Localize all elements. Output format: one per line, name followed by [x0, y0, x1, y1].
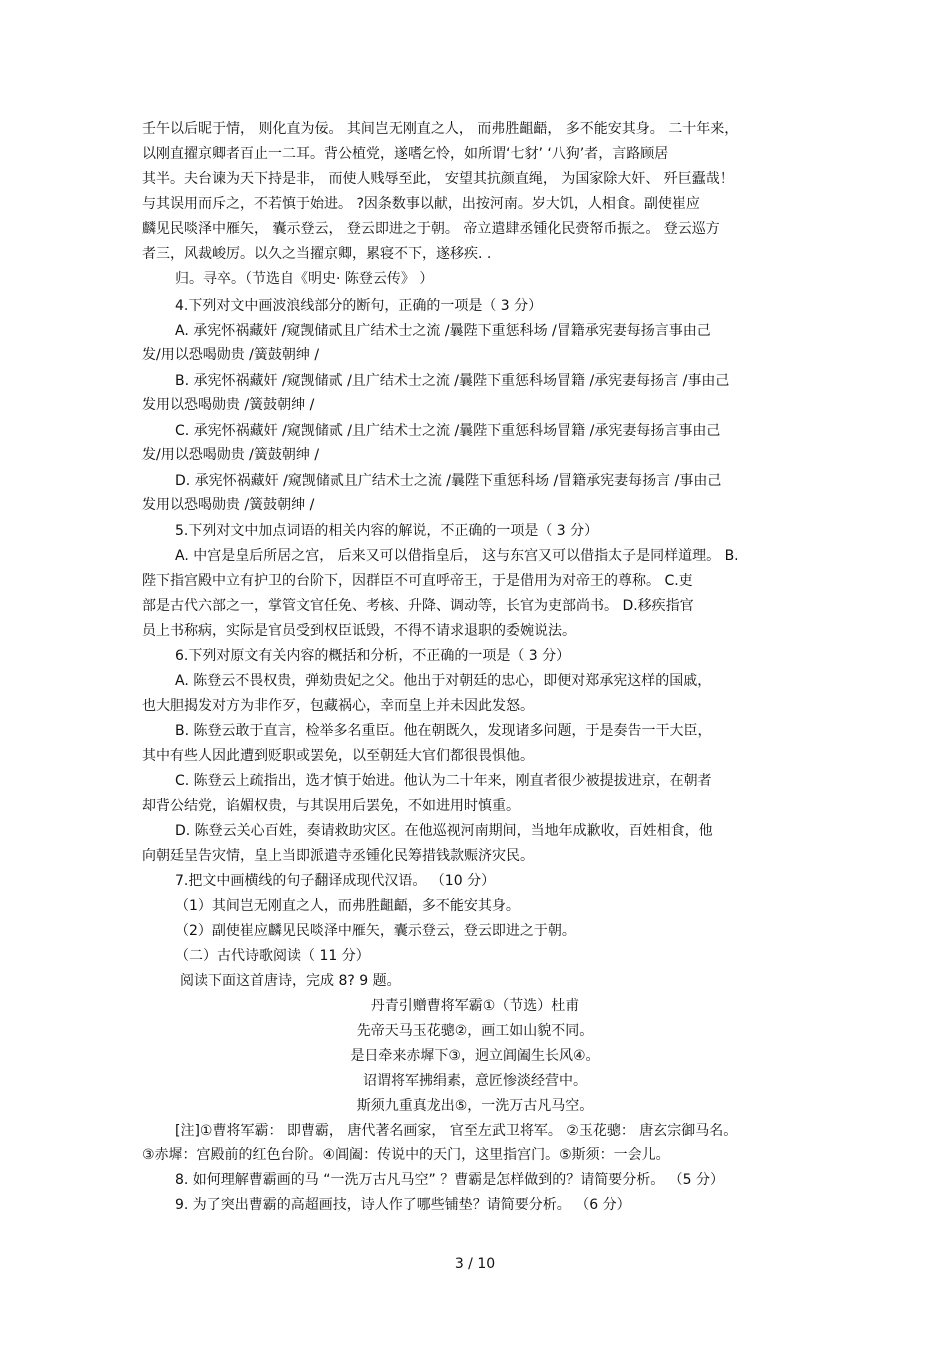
poem-notes: [注]①曹将军霸： 即曹霸， 唐代著名画家， 官至左武卫将军。 ②玉花骢： 唐玄宗御马名。 — [175, 1123, 738, 1139]
question-7-sentence-1: （1）其间岂无刚直之人，而弗胜齟齬，多不能安其身。 — [175, 898, 520, 914]
passage-line: 其半。夫台谏为天下持是非， 而使人贱辱至此， 安望其抗颜直绳， 为国家除大奸、 歼巨蠹哉！ — [142, 171, 734, 187]
poem-line: 先帝天马玉花骢②，画工如山貌不同。 — [356, 1023, 594, 1039]
passage-line: 以刚直擢京卿者百止一二耳。背公植党，遂嗜乞怜，如所谓‘七豺’ ‘八狗’者，言路顾居 — [142, 146, 669, 162]
question-4-option-c-cont: 发/用以恐喝勋贵 /簧鼓朝绅 / — [142, 447, 320, 463]
question-7-stem: 7.把文中画横线的句子翻译成现代汉语。 （10 分） — [175, 873, 496, 889]
passage-line: 与其误用而斥之，不若慎于始进。 ?因条数事以献，出按河南。岁大饥，人相食。副使崔应 — [142, 196, 700, 212]
question-5-line: A. 中宫是皇后所居之宫， 后来又可以借指皇后， 这与东宫又可以借指太子是同样道理。 B. — [175, 548, 739, 564]
page-number: 3 / 10 — [454, 1256, 496, 1272]
poem-line: 诏谓将军拂绢素，意匠惨淡经营中。 — [363, 1073, 587, 1089]
passage-line: 归。寻卒。（节选自《明史· 陈登云传》 ） — [175, 271, 434, 287]
question-4-option-b-cont: 发用以恐喝勋贵 /簧鼓朝绅 / — [142, 397, 315, 413]
question-5-line: 员上书称病，实际是官员受到权臣诋毁，不得不请求退职的委婉说法。 — [142, 623, 576, 639]
question-6-option-b-cont: 其中有些人因此遭到贬职或罢免，以至朝廷大官们都很畏惧他。 — [142, 748, 534, 764]
passage-line: 壬午以后昵于情， 则化直为佞。 其间岂无刚直之人， 而弗胜齟齬， 多不能安其身。 二十年来， — [142, 121, 739, 137]
question-6-option-d-cont: 向朝廷呈告灾情，皇上当即派遣寺丞锺化民筹措钱款赈济灾民。 — [142, 848, 534, 864]
question-6-stem: 6.下列对原文有关内容的概括和分析，不正确的一项是（ 3 分） — [175, 648, 571, 664]
question-4-option-d: D. 承宪怀祸藏奸 /窥觊储贰且广结术士之流 /曩陛下重惩科场 /冒籍承宪妻每扬言 /事由己 — [175, 473, 722, 489]
question-4-option-b: B. 承宪怀祸藏奸 /窥觊储贰 /且广结术士之流 /曩陛下重惩科场冒籍 /承宪妻每扬言 /事由己 — [175, 373, 730, 389]
question-6-option-c-cont: 却背公结党，谄媚权贵，与其误用后罢免，不如进用时慎重。 — [142, 798, 520, 814]
question-6-option-a-cont: 也大胆揭发对方为非作歹，包藏祸心，幸而皇上并未因此发怒。 — [142, 698, 534, 714]
poem-notes-cont: ③赤墀：宫殿前的红色台阶。④阊阖：传说中的天门，这里指宫门。⑤斯须：一会儿。 — [142, 1147, 670, 1163]
question-4-option-d-cont: 发用以恐喝勋贵 /簧鼓朝绅 / — [142, 497, 315, 513]
question-7-sentence-2: （2）副使崔应麟见民啖泽中雁矢，囊示登云，登云即进之于朝。 — [175, 923, 576, 939]
question-6-option-c: C. 陈登云上疏指出，选才慎于始进。他认为二十年来，刚直者很少被提拔进京，在朝者 — [175, 773, 712, 789]
question-5-line: 陛下指宫殿中立有护卫的台阶下，因群臣不可直呼帝王，于是借用为对帝王的尊称。 C.吏 — [142, 573, 693, 589]
question-4-option-c: C. 承宪怀祸藏奸 /窥觊储贰 /且广结术士之流 /曩陛下重惩科场冒籍 /承宪妻每扬言事由己 — [175, 423, 721, 439]
question-6-option-b: B. 陈登云敢于直言，检举多名重臣。他在朝既久，发现诸多问题，于是奏告一干大臣， — [175, 723, 712, 739]
section-intro: 阅读下面这首唐诗，完成 8? 9 题。 — [180, 973, 401, 989]
section-heading: （二）古代诗歌阅读（ 11 分） — [175, 948, 370, 964]
question-4-option-a: A. 承宪怀祸藏奸 /窥觊储贰且广结术士之流 /曩陛下重惩科场 /冒籍承宪妻每扬言事由己 — [175, 323, 711, 339]
question-8: 8. 如何理解曹霸画的马 “一洗万古凡马空” ？曹霸是怎样做到的？请简要分析。 （5 分） — [175, 1172, 725, 1188]
poem-line: 是日牵来赤墀下③，迥立阊阖生长风④。 — [350, 1048, 600, 1064]
question-4-stem: 4.下列对文中画波浪线部分的断句，正确的一项是（ 3 分） — [175, 298, 543, 314]
question-5-stem: 5.下列对文中加点词语的相关内容的解说，不正确的一项是（ 3 分） — [175, 523, 599, 539]
question-6-option-a: A. 陈登云不畏权贵，弹劾贵妃之父。他出于对朝廷的忠心，即便对郑承宪这样的国戚， — [175, 673, 712, 689]
poem-title: 丹青引赠曹将军霸①（节选）杜甫 — [370, 998, 580, 1014]
question-5-line: 部是古代六部之一，掌管文官任免、考核、升降、调动等，长官为吏部尚书。 D.移疾指官 — [142, 598, 694, 614]
passage-line: 麟见民啖泽中雁矢， 囊示登云， 登云即进之于朝。 帝立遣肆丞锺化民赍帑币振之。 登云巡方 — [142, 221, 720, 237]
passage-line: 者三，风裁峻厉。以久之当擢京卿，累寝不下，遂移疾. . — [142, 246, 492, 262]
question-9: 9. 为了突出曹霸的高超画技，诗人作了哪些铺垫？请简要分析。 （6 分） — [175, 1197, 631, 1213]
question-4-option-a-cont: 发/用以恐喝勋贵 /簧鼓朝绅 / — [142, 347, 320, 363]
poem-line: 斯须九重真龙出⑤，一洗万古凡马空。 — [356, 1098, 594, 1114]
question-6-option-d: D. 陈登云关心百姓，奏请救助灾区。在他巡视河南期间，当地年成歉收，百姓相食，他 — [175, 823, 713, 839]
